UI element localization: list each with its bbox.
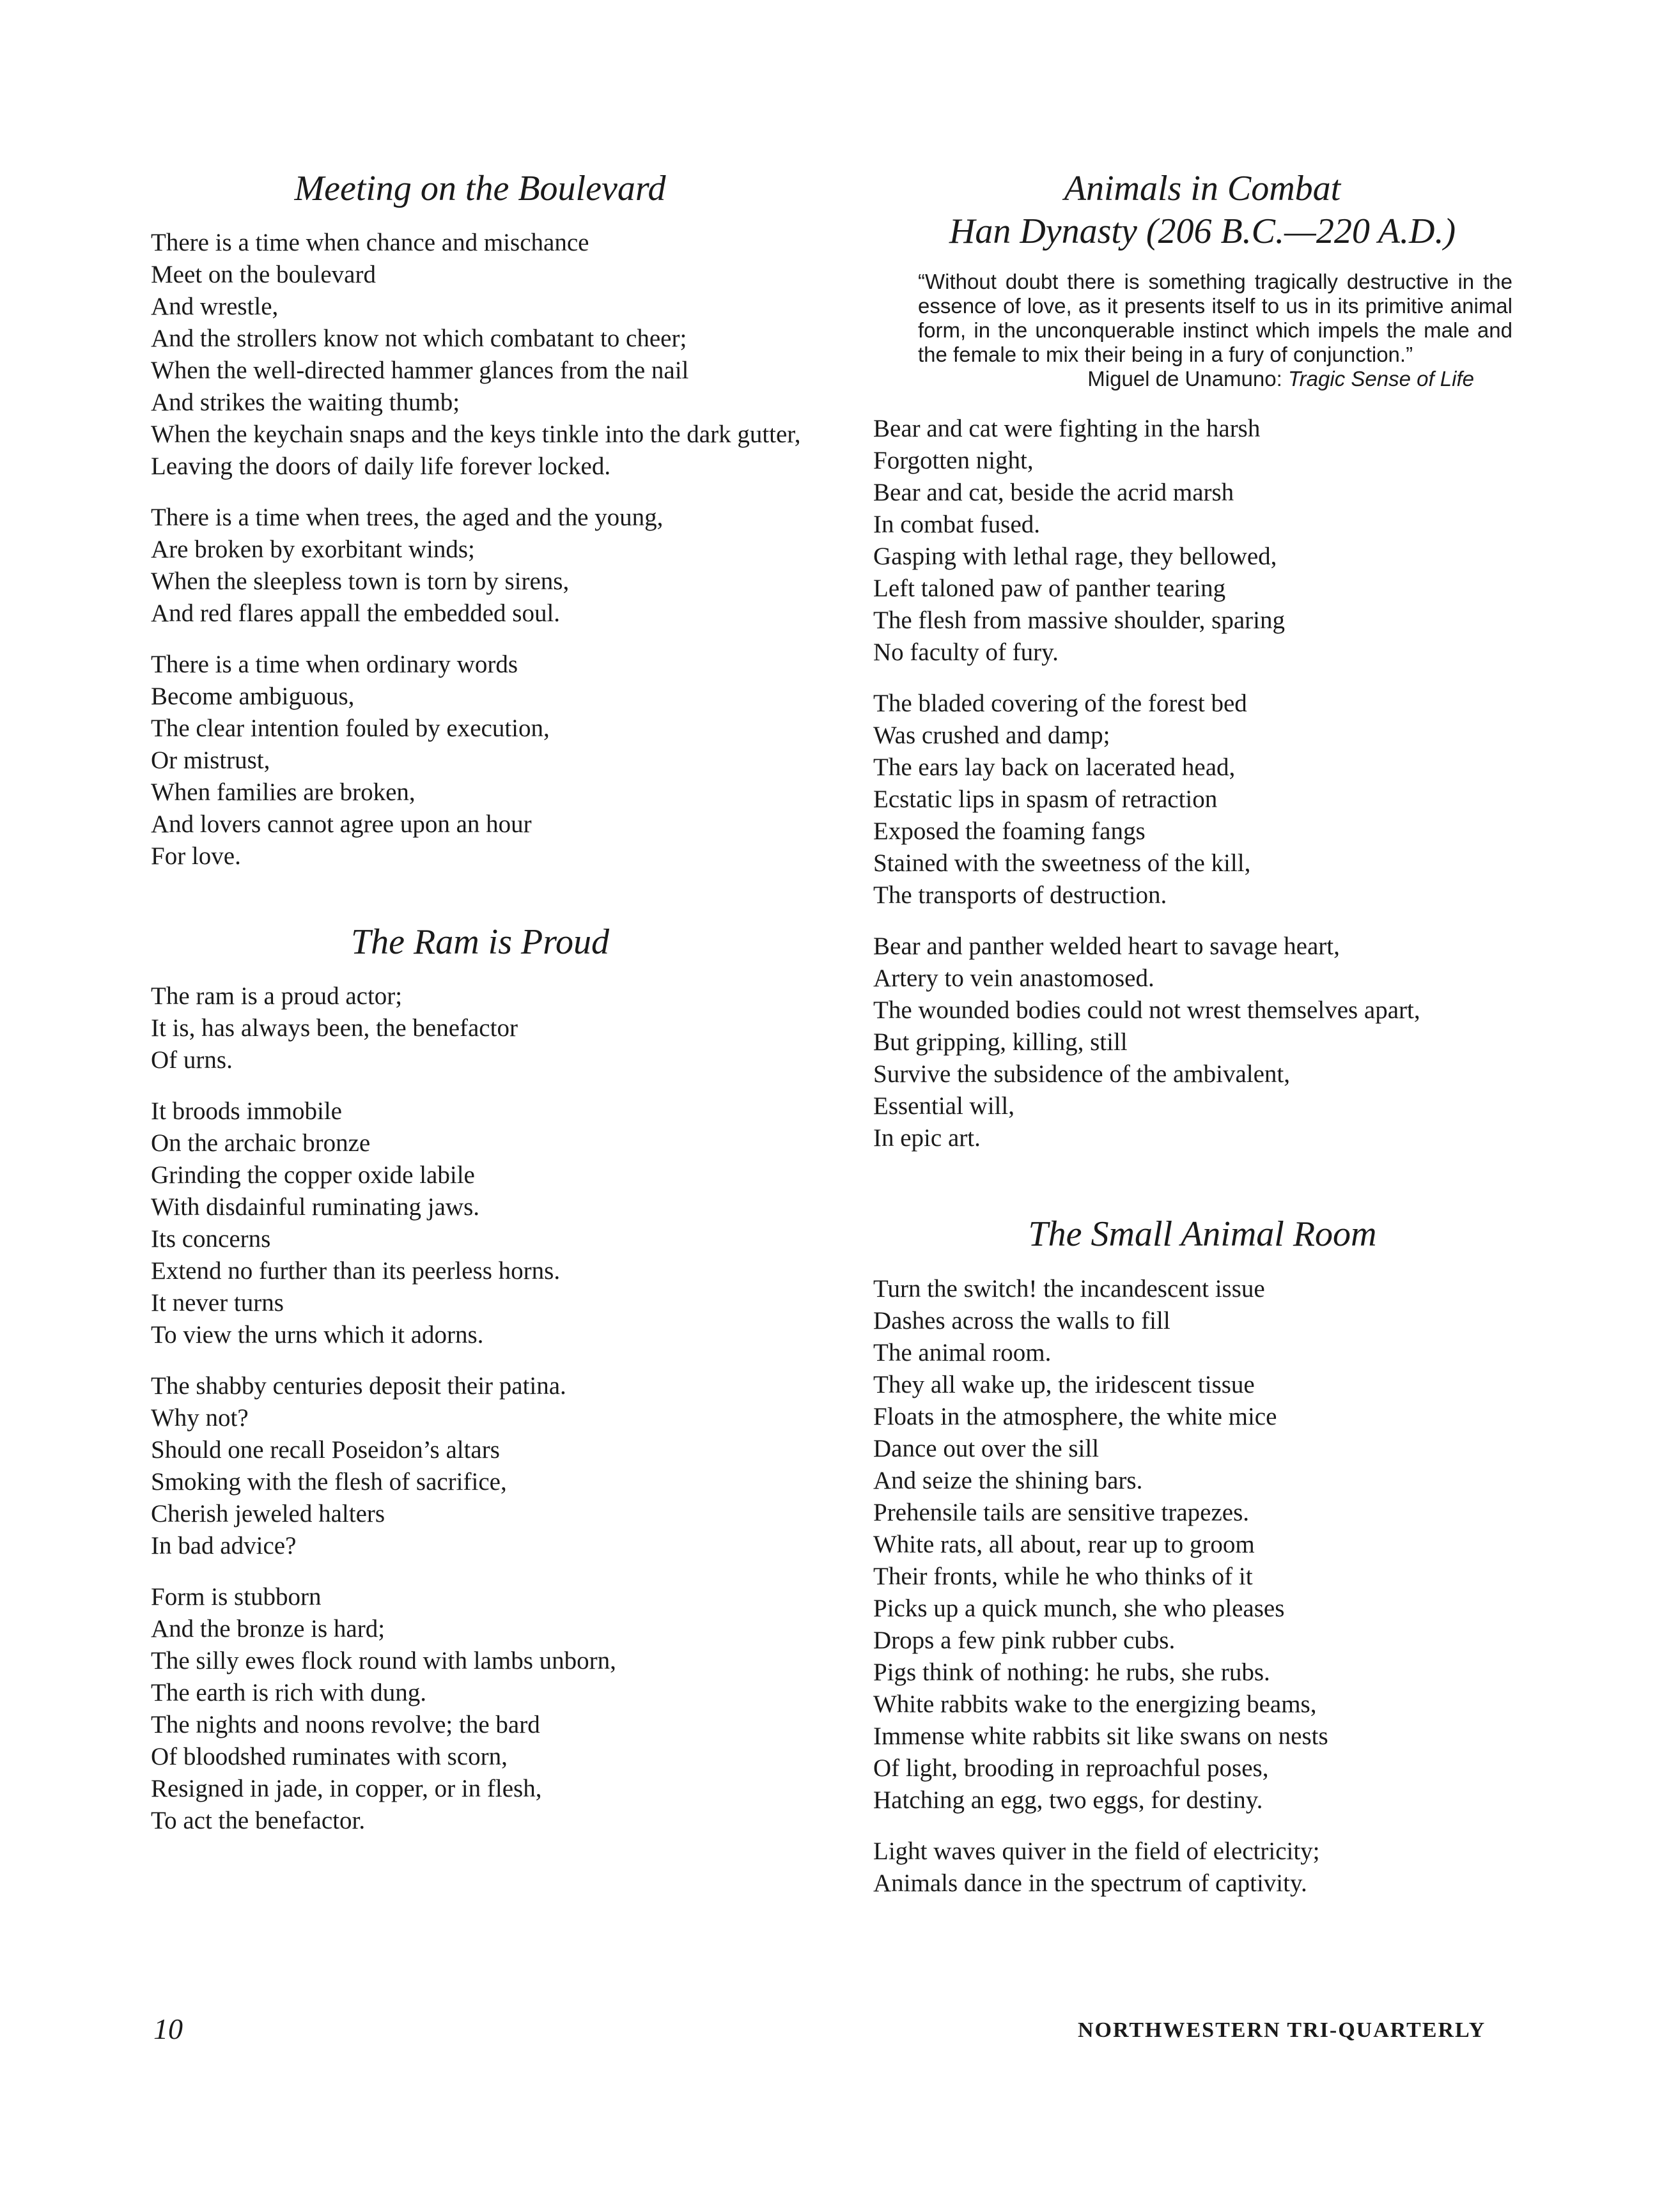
poem-body xyxy=(151,227,809,872)
poem-line: Survive the subsidence of the ambivalent, xyxy=(873,1060,1290,1088)
stanza xyxy=(873,688,1532,911)
poem-line: Hatching an egg, two eggs, for destiny. xyxy=(873,1786,1263,1814)
poem-line: To act the benefactor. xyxy=(151,1807,366,1835)
poem-line: For love. xyxy=(151,842,241,870)
poem-line: To view the urns which it adorns. xyxy=(151,1321,484,1349)
poem-small-animal-room xyxy=(873,1213,1532,1899)
poem-body xyxy=(873,1273,1532,1899)
poem-line: They all wake up, the iridescent tissue xyxy=(873,1370,1255,1398)
poem-line: In combat fused. xyxy=(873,511,1041,539)
poem-line: With disdainful ruminating jaws. xyxy=(151,1193,480,1221)
poem-line: Grinding the copper oxide labile xyxy=(151,1161,475,1189)
stanza xyxy=(151,1581,809,1837)
poem-combat xyxy=(873,167,1532,1154)
poem-body xyxy=(151,980,809,1837)
poem-line: Stained with the sweetness of the kill, xyxy=(873,849,1251,878)
stanza xyxy=(873,931,1532,1154)
poem-title: Meeting on the Boulevard xyxy=(294,169,666,208)
poem-body xyxy=(873,413,1532,1154)
stanza xyxy=(873,1836,1532,1899)
poem-line: Light waves quiver in the field of electricity; xyxy=(873,1837,1320,1865)
poem-line: The flesh from massive shoulder, sparing xyxy=(873,607,1285,635)
poem-line: When the sleepless town is torn by sirens, xyxy=(151,568,570,596)
stanza xyxy=(873,413,1532,669)
poem-line: When families are broken, xyxy=(151,778,416,807)
epigraph xyxy=(918,270,1512,391)
poem-line: Animals dance in the spectrum of captivity. xyxy=(873,1869,1307,1897)
poem-line: And lovers cannot agree upon an hour xyxy=(151,810,532,839)
poem-line: When the well-directed hammer glances from the nail xyxy=(151,357,689,385)
poem-line: When the keychain snaps and the keys tinkle into the dark gutter, xyxy=(151,421,801,449)
stanza xyxy=(873,1273,1532,1816)
poem-line: Essential will, xyxy=(873,1092,1014,1120)
poem-line: Their fronts, while he who thinks of it xyxy=(873,1562,1253,1590)
poem-line: Meet on the boulevard xyxy=(151,261,376,289)
poem-line: Bear and cat, beside the acrid marsh xyxy=(873,479,1234,507)
poem-line: Turn the switch! the incandescent issue xyxy=(873,1274,1265,1303)
poem-line: It is, has always been, the benefactor xyxy=(151,1014,518,1042)
poem-line: The ears lay back on lacerated head, xyxy=(873,754,1236,782)
poem-line: Why not? xyxy=(151,1404,249,1432)
poem-line: Become ambiguous, xyxy=(151,683,355,711)
poem-line: Of bloodshed ruminates with scorn, xyxy=(151,1743,508,1771)
poem-line: Artery to vein anastomosed. xyxy=(873,964,1154,993)
stanza xyxy=(151,649,809,872)
poem-line: And wrestle, xyxy=(151,293,279,321)
stanza xyxy=(151,502,809,630)
poem-line: White rabbits wake to the energizing beams, xyxy=(873,1690,1317,1718)
poem-line: And the strollers know not which combatant to cheer; xyxy=(151,325,687,353)
poem-line: There is a time when trees, the aged and the young, xyxy=(151,504,664,532)
poem-line: Left taloned paw of panther tearing xyxy=(873,575,1226,603)
poem-line: It broods immobile xyxy=(151,1097,342,1125)
poem-line: Ecstatic lips in spasm of retraction xyxy=(873,785,1218,814)
poem-line: Form is stubborn xyxy=(151,1583,322,1611)
poem-line: And the bronze is hard; xyxy=(151,1615,385,1643)
poem-line: And red flares appall the embedded soul. xyxy=(151,599,561,628)
poem-line: No faculty of fury. xyxy=(873,638,1059,667)
poem-title: The Small Animal Room xyxy=(1028,1214,1377,1255)
epigraph-attribution xyxy=(918,367,1512,391)
poem-line: Of urns. xyxy=(151,1046,233,1074)
poem-line: And strikes the waiting thumb; xyxy=(151,389,460,417)
poem-line: Smoking with the flesh of sacrifice, xyxy=(151,1468,507,1496)
epigraph-text: “Without doubt there is something tragically destructive in the essence of love, as it presents itself to us in its primitive animal form, in the unconquerable instinct which impels the male and the female to mix their being in a fury of conjunction.” xyxy=(918,270,1512,367)
poem-line: Exposed the foaming fangs xyxy=(873,817,1146,846)
poem-line: Pigs think of nothing: he rubs, she rubs. xyxy=(873,1658,1270,1686)
poem-line: The ram is a proud actor; xyxy=(151,982,403,1010)
stanza xyxy=(151,227,809,483)
poem-line: Leaving the doors of daily life forever locked. xyxy=(151,452,611,481)
poem-line: There is a time when chance and mischance xyxy=(151,229,589,257)
poem-line: In epic art. xyxy=(873,1124,981,1152)
poem-line: The earth is rich with dung. xyxy=(151,1679,427,1707)
poem-line: Gasping with lethal rage, they bellowed, xyxy=(873,543,1277,571)
poem-line: Should one recall Poseidon’s altars xyxy=(151,1436,500,1464)
poem-title: The Ram is Proud xyxy=(351,922,609,963)
poem-line: The nights and noons revolve; the bard xyxy=(151,1711,540,1739)
poem-meeting xyxy=(151,167,809,872)
poem-line: Forgotten night, xyxy=(873,447,1034,475)
poem-subtitle: Han Dynasty (206 B.C.—220 A.D.) xyxy=(949,212,1456,252)
poem-line: Are broken by exorbitant winds; xyxy=(151,536,475,564)
poem-line: The transports of destruction. xyxy=(873,881,1167,909)
poem-ram xyxy=(151,921,809,1837)
poem-line: Dance out over the sill xyxy=(873,1434,1100,1462)
poem-line: And seize the shining bars. xyxy=(873,1466,1143,1494)
poem-line: White rats, all about, rear up to groom xyxy=(873,1530,1255,1558)
poem-line: Drops a few pink rubber cubs. xyxy=(873,1626,1176,1654)
poem-line: Dashes across the walls to fill xyxy=(873,1306,1170,1334)
epigraph-work: Tragic Sense of Life xyxy=(1287,367,1474,391)
poem-line: In bad advice? xyxy=(151,1532,297,1560)
stanza xyxy=(151,1370,809,1562)
poem-title: Animals in Combat xyxy=(1064,169,1341,208)
poem-line: Picks up a quick munch, she who pleases xyxy=(873,1594,1285,1622)
stanza xyxy=(151,1095,809,1351)
poem-line: Bear and cat were fighting in the harsh xyxy=(873,415,1261,443)
poem-line: Was crushed and damp; xyxy=(873,722,1110,750)
stanza xyxy=(151,980,809,1076)
poem-line: Bear and panther welded heart to savage heart, xyxy=(873,932,1340,961)
poem-line: But gripping, killing, still xyxy=(873,1028,1128,1056)
poem-line: The silly ewes flock round with lambs unborn, xyxy=(151,1647,616,1675)
poem-line: Of light, brooding in reproachful poses, xyxy=(873,1754,1269,1782)
left-column xyxy=(151,167,809,1885)
poem-line: Prehensile tails are sensitive trapezes. xyxy=(873,1498,1250,1526)
poem-line: There is a time when ordinary words xyxy=(151,651,518,679)
poem-line: Or mistrust, xyxy=(151,746,270,775)
poem-line: Cherish jeweled halters xyxy=(151,1500,385,1528)
poem-line: The animal room. xyxy=(873,1338,1052,1366)
poem-line: The shabby centuries deposit their patina. xyxy=(151,1372,566,1400)
poem-line: Floats in the atmosphere, the white mice xyxy=(873,1402,1277,1430)
poem-line: The wounded bodies could not wrest themselves apart, xyxy=(873,996,1420,1025)
poem-line: Its concerns xyxy=(151,1225,271,1253)
poem-line: Immense white rabbits sit like swans on nests xyxy=(873,1722,1328,1750)
right-column xyxy=(873,167,1532,1948)
poem-line: It never turns xyxy=(151,1289,284,1317)
page-number: 10 xyxy=(153,2013,183,2045)
epigraph-author: Miguel de Unamuno: xyxy=(1087,367,1282,391)
journal-name: NORTHWESTERN TRI-QUARTERLY xyxy=(1078,2018,1486,2042)
poem-line: Resigned in jade, in copper, or in flesh, xyxy=(151,1775,542,1803)
poem-line: On the archaic bronze xyxy=(151,1129,371,1157)
poem-line: The clear intention fouled by execution, xyxy=(151,715,550,743)
poem-line: The bladed covering of the forest bed xyxy=(873,690,1247,718)
poem-line: Extend no further than its peerless horns. xyxy=(151,1257,561,1285)
